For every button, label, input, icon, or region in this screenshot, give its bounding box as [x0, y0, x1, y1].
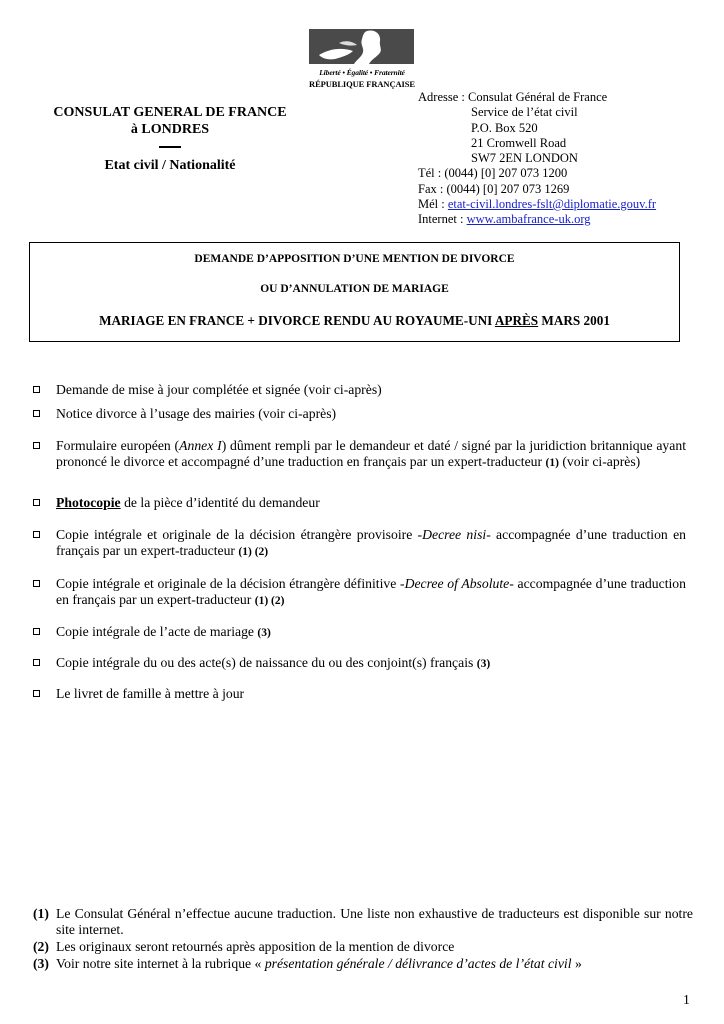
- website-row: Internet : www.ambafrance-uk.org: [418, 212, 591, 227]
- list-item: Copie intégrale de l’acte de mariage (3): [33, 624, 686, 641]
- address-line-3: P.O. Box 520: [471, 120, 538, 135]
- checkbox-bullet-icon: [33, 386, 40, 393]
- list-item: Demande de mise à jour complétée et signée (voir ci-après): [33, 382, 686, 398]
- logo-motto: Liberté • Égalité • Fraternité: [319, 68, 405, 77]
- title-box: [29, 242, 680, 342]
- republique-francaise-logo: [309, 29, 415, 91]
- checkbox-bullet-icon: [33, 628, 40, 635]
- address-line-2: Service de l’état civil: [471, 105, 578, 120]
- page-number: 1: [683, 992, 690, 1007]
- consulate-city: à LONDRES: [130, 122, 210, 137]
- title-line-1: DEMANDE D’APPOSITION D’UNE MENTION DE DIVORCE: [194, 253, 515, 265]
- checkbox-bullet-icon: [33, 531, 40, 538]
- footnote: (3) Voir notre site internet à la rubrique « présentation générale / délivrance d’actes de l’état civil »: [33, 956, 582, 971]
- email-row: Mél : etat-civil.londres-fslt@diplomatie.gouv.fr: [418, 197, 657, 212]
- address-block: [418, 90, 656, 228]
- title-line-2: OU D’ANNULATION DE MARIAGE: [260, 283, 449, 295]
- address-line-5: SW7 2EN LONDON: [471, 151, 578, 166]
- list-item: Formulaire européen (Annex I) dûment rempli par le demandeur et daté / signé par la juridiction britannique ayant prononcé le divorce et accompagné d’une traduction en français par un expert-traducteur (1) (voir ci-après): [33, 438, 686, 471]
- checkbox-bullet-icon: [33, 659, 40, 666]
- website-link[interactable]: www.ambafrance-uk.org: [466, 212, 591, 227]
- marianne-emblem: [309, 29, 414, 64]
- checkbox-bullet-icon: [33, 580, 40, 587]
- consulate-name: CONSULAT GENERAL DE FRANCE: [53, 105, 287, 120]
- checkbox-bullet-icon: [33, 442, 40, 449]
- email-link[interactable]: etat-civil.londres-fslt@diplomatie.gouv.fr: [447, 197, 657, 212]
- checkbox-bullet-icon: [33, 690, 40, 697]
- list-item: Notice divorce à l’usage des mairies (voir ci-après): [33, 406, 686, 422]
- address-line-4: 21 Cromwell Road: [471, 135, 567, 150]
- checkbox-bullet-icon: [33, 499, 40, 506]
- list-item: Photocopie de la pièce d’identité du demandeur: [33, 495, 686, 511]
- list-item: Copie intégrale du ou des acte(s) de naissance du ou des conjoint(s) français (3): [33, 655, 686, 672]
- logo-republic-label: RÉPUBLIQUE FRANÇAISE: [309, 79, 415, 89]
- footnote: (2) Les originaux seront retournés après apposition de la mention de divorce: [33, 939, 455, 954]
- fax-number: Fax : (0044) [0] 207 073 1269: [418, 181, 570, 196]
- header-divider: [159, 146, 181, 148]
- title-line-3: MARIAGE EN FRANCE + DIVORCE RENDU AU ROYAUME-UNI APRÈS MARS 2001: [99, 313, 610, 328]
- list-item: Copie intégrale et originale de la décision étrangère provisoire -Decree nisi- accompagnée d’une traduction en français par un expert-traducteur (1) (2): [33, 527, 686, 560]
- checkbox-bullet-icon: [33, 410, 40, 417]
- phone-number: Tél : (0044) [0] 207 073 1200: [418, 166, 568, 181]
- consulate-header: [45, 104, 295, 174]
- address-line-1: Adresse : Consulat Général de France: [418, 90, 608, 104]
- department-name: Etat civil / Nationalité: [104, 157, 236, 173]
- list-item: Le livret de famille à mettre à jour: [33, 686, 686, 702]
- footnote: (1) Le Consulat Général n’effectue aucune traduction. Une liste non exhaustive de traducteurs est disponible sur notre site internet.: [33, 906, 693, 937]
- list-item: Copie intégrale et originale de la décision étrangère définitive -Decree of Absolute- accompagnée d’une traduction en français par un expert-traducteur (1) (2): [33, 576, 686, 609]
